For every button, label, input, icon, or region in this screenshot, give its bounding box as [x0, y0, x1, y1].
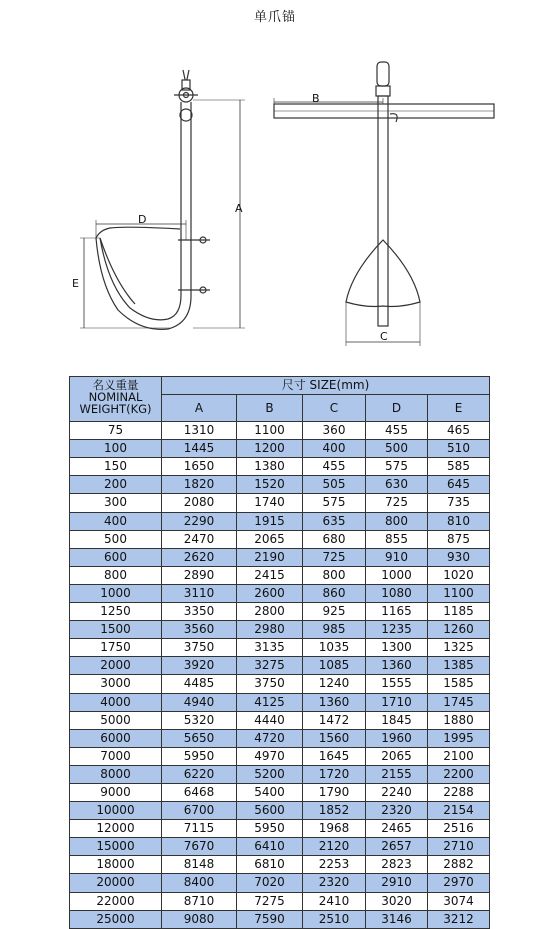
size-cell: 2516 [428, 820, 490, 838]
weight-cell: 9000 [70, 783, 162, 801]
table-row [70, 584, 490, 602]
size-cell: 2100 [428, 747, 490, 765]
size-cell: 930 [428, 548, 490, 566]
weight-header-en: NOMINAL WEIGHT(KG) [79, 390, 152, 416]
table-row [70, 422, 490, 440]
size-cell: 1520 [237, 476, 303, 494]
size-cell: 2620 [162, 548, 237, 566]
size-cell: 1915 [237, 512, 303, 530]
size-cell: 360 [303, 422, 366, 440]
weight-cell: 500 [70, 530, 162, 548]
table-row [70, 874, 490, 892]
size-cell: 7590 [237, 910, 303, 928]
weight-cell: 1250 [70, 603, 162, 621]
shank-outline-left [100, 102, 181, 320]
size-cell: 505 [303, 476, 366, 494]
size-cell: 510 [428, 440, 490, 458]
size-cell: 2470 [162, 530, 237, 548]
size-cell: 2465 [366, 820, 428, 838]
weight-cell: 1500 [70, 621, 162, 639]
anchor-drawing [0, 40, 550, 370]
weight-cell: 150 [70, 458, 162, 476]
size-cell: 800 [366, 512, 428, 530]
size-cell: 8710 [162, 892, 237, 910]
size-cell: 4440 [237, 711, 303, 729]
dim-label-c: C [380, 330, 388, 343]
weight-cell: 20000 [70, 874, 162, 892]
size-cell: 5320 [162, 711, 237, 729]
size-cell: 1380 [237, 458, 303, 476]
size-cell: 4485 [162, 675, 237, 693]
size-cell: 455 [366, 422, 428, 440]
size-cell: 1325 [428, 639, 490, 657]
size-cell: 2410 [303, 892, 366, 910]
size-cell: 5950 [162, 747, 237, 765]
weight-cell: 18000 [70, 856, 162, 874]
table-body [70, 422, 490, 929]
size-cell: 630 [366, 476, 428, 494]
size-cell: 2065 [237, 530, 303, 548]
weight-cell: 7000 [70, 747, 162, 765]
size-cell: 5400 [237, 783, 303, 801]
weight-cell: 15000 [70, 838, 162, 856]
weight-cell: 1750 [70, 639, 162, 657]
table-row [70, 765, 490, 783]
size-cell: 1852 [303, 802, 366, 820]
size-cell: 2080 [162, 494, 237, 512]
size-cell: 2415 [237, 566, 303, 584]
size-cell: 3350 [162, 603, 237, 621]
size-cell: 680 [303, 530, 366, 548]
size-cell: 4125 [237, 693, 303, 711]
fluke-top [96, 227, 180, 238]
size-cell: 2600 [237, 584, 303, 602]
table-row [70, 729, 490, 747]
size-cell: 4720 [237, 729, 303, 747]
size-cell: 910 [366, 548, 428, 566]
size-cell: 3275 [237, 657, 303, 675]
size-cell: 1445 [162, 440, 237, 458]
size-cell: 1085 [303, 657, 366, 675]
size-cell: 810 [428, 512, 490, 530]
size-cell: 1790 [303, 783, 366, 801]
table-row [70, 512, 490, 530]
weight-cell: 300 [70, 494, 162, 512]
size-cell: 5600 [237, 802, 303, 820]
size-cell: 1300 [366, 639, 428, 657]
size-cell: 2710 [428, 838, 490, 856]
weight-cell: 600 [70, 548, 162, 566]
table-row [70, 820, 490, 838]
size-cell: 1645 [303, 747, 366, 765]
size-cell: 6700 [162, 802, 237, 820]
size-cell: 1845 [366, 711, 428, 729]
column-header-d: D [366, 395, 428, 422]
size-cell: 1310 [162, 422, 237, 440]
table-row [70, 693, 490, 711]
table-row [70, 802, 490, 820]
size-cell: 725 [366, 494, 428, 512]
size-cell: 575 [303, 494, 366, 512]
table-row [70, 783, 490, 801]
size-cell: 3750 [162, 639, 237, 657]
size-cell: 3135 [237, 639, 303, 657]
size-cell: 2120 [303, 838, 366, 856]
table-row [70, 548, 490, 566]
column-header-a: A [162, 395, 237, 422]
weight-cell: 4000 [70, 693, 162, 711]
size-cell: 1745 [428, 693, 490, 711]
size-cell: 3110 [162, 584, 237, 602]
size-cell: 1472 [303, 711, 366, 729]
size-cell: 585 [428, 458, 490, 476]
size-cell: 1235 [366, 621, 428, 639]
size-cell: 1880 [428, 711, 490, 729]
size-cell: 1165 [366, 603, 428, 621]
size-cell: 2240 [366, 783, 428, 801]
size-cell: 1560 [303, 729, 366, 747]
size-cell: 465 [428, 422, 490, 440]
table-row [70, 711, 490, 729]
weight-cell: 12000 [70, 820, 162, 838]
size-cell: 2155 [366, 765, 428, 783]
weight-cell: 8000 [70, 765, 162, 783]
weight-header [70, 377, 162, 422]
table-row [70, 639, 490, 657]
size-cell: 2253 [303, 856, 366, 874]
size-cell: 1360 [303, 693, 366, 711]
size-cell: 3212 [428, 910, 490, 928]
size-cell: 2320 [366, 802, 428, 820]
size-cell: 2510 [303, 910, 366, 928]
weight-cell: 75 [70, 422, 162, 440]
weight-cell: 800 [70, 566, 162, 584]
size-cell: 400 [303, 440, 366, 458]
table-row [70, 440, 490, 458]
weight-header-cn: 名义重量 [92, 378, 139, 392]
size-cell: 2657 [366, 838, 428, 856]
page-title: 单爪锚 [253, 10, 296, 25]
table-row [70, 566, 490, 584]
size-cell: 3020 [366, 892, 428, 910]
size-cell: 6220 [162, 765, 237, 783]
table-row [70, 838, 490, 856]
size-cell: 2800 [237, 603, 303, 621]
size-cell: 1240 [303, 675, 366, 693]
size-cell: 3920 [162, 657, 237, 675]
size-cell: 1650 [162, 458, 237, 476]
table-row [70, 675, 490, 693]
size-cell: 7275 [237, 892, 303, 910]
size-cell: 1820 [162, 476, 237, 494]
size-cell: 4940 [162, 693, 237, 711]
size-cell: 3074 [428, 892, 490, 910]
size-cell: 2290 [162, 512, 237, 530]
size-cell: 1185 [428, 603, 490, 621]
size-cell: 1740 [237, 494, 303, 512]
size-cell: 800 [303, 566, 366, 584]
front-shank [378, 96, 388, 326]
table-row [70, 621, 490, 639]
front-ring [377, 62, 389, 86]
fluke-inner [100, 238, 135, 304]
size-cell: 2910 [366, 874, 428, 892]
weight-cell: 3000 [70, 675, 162, 693]
size-cell: 635 [303, 512, 366, 530]
table-row [70, 603, 490, 621]
size-cell: 2065 [366, 747, 428, 765]
size-cell: 855 [366, 530, 428, 548]
table-row [70, 657, 490, 675]
size-cell: 575 [366, 458, 428, 476]
dim-label-d: D [138, 213, 147, 226]
size-cell: 2970 [428, 874, 490, 892]
column-header-c: C [303, 395, 366, 422]
size-cell: 8148 [162, 856, 237, 874]
spec-table [69, 376, 490, 929]
anchor-drawing-svg [0, 40, 550, 370]
size-cell: 1020 [428, 566, 490, 584]
front-fluke [346, 240, 420, 307]
size-cell: 2320 [303, 874, 366, 892]
weight-cell: 10000 [70, 802, 162, 820]
size-cell: 6468 [162, 783, 237, 801]
size-cell: 735 [428, 494, 490, 512]
size-cell: 2154 [428, 802, 490, 820]
size-cell: 3146 [366, 910, 428, 928]
size-cell: 2890 [162, 566, 237, 584]
size-cell: 1260 [428, 621, 490, 639]
size-cell: 5650 [162, 729, 237, 747]
size-cell: 2882 [428, 856, 490, 874]
size-cell: 3560 [162, 621, 237, 639]
table-row [70, 747, 490, 765]
size-cell: 9080 [162, 910, 237, 928]
size-cell: 2288 [428, 783, 490, 801]
table-row [70, 892, 490, 910]
dim-label-e: E [72, 277, 79, 290]
size-cell: 7670 [162, 838, 237, 856]
size-cell: 925 [303, 603, 366, 621]
size-cell: 1200 [237, 440, 303, 458]
size-cell: 875 [428, 530, 490, 548]
table-row [70, 458, 490, 476]
size-cell: 500 [366, 440, 428, 458]
size-cell: 4970 [237, 747, 303, 765]
weight-cell: 6000 [70, 729, 162, 747]
column-header-b: B [237, 395, 303, 422]
size-cell: 1960 [366, 729, 428, 747]
size-cell: 7020 [237, 874, 303, 892]
size-cell: 1035 [303, 639, 366, 657]
weight-cell: 200 [70, 476, 162, 494]
size-cell: 1385 [428, 657, 490, 675]
weight-cell: 22000 [70, 892, 162, 910]
weight-cell: 5000 [70, 711, 162, 729]
dim-label-a: A [235, 202, 243, 215]
size-cell: 455 [303, 458, 366, 476]
size-cell: 6410 [237, 838, 303, 856]
dim-label-b: B [312, 92, 320, 105]
size-cell: 2200 [428, 765, 490, 783]
weight-cell: 100 [70, 440, 162, 458]
size-cell: 645 [428, 476, 490, 494]
size-cell: 1000 [366, 566, 428, 584]
size-cell: 725 [303, 548, 366, 566]
size-header: 尺寸 SIZE(mm) [162, 377, 490, 395]
size-cell: 1720 [303, 765, 366, 783]
weight-cell: 25000 [70, 910, 162, 928]
size-cell: 5950 [237, 820, 303, 838]
size-cell: 1555 [366, 675, 428, 693]
size-cell: 2823 [366, 856, 428, 874]
size-cell: 1080 [366, 584, 428, 602]
weight-cell: 1000 [70, 584, 162, 602]
front-collar [376, 86, 390, 96]
column-header-e: E [428, 395, 490, 422]
size-cell: 1100 [428, 584, 490, 602]
size-cell: 1585 [428, 675, 490, 693]
size-cell: 985 [303, 621, 366, 639]
size-cell: 1100 [237, 422, 303, 440]
table-row [70, 494, 490, 512]
size-cell: 2980 [237, 621, 303, 639]
size-cell: 8400 [162, 874, 237, 892]
table-row [70, 476, 490, 494]
table-row [70, 910, 490, 928]
size-cell: 2190 [237, 548, 303, 566]
table-row [70, 856, 490, 874]
size-cell: 5200 [237, 765, 303, 783]
size-cell: 7115 [162, 820, 237, 838]
size-cell: 3750 [237, 675, 303, 693]
size-cell: 6810 [237, 856, 303, 874]
size-cell: 860 [303, 584, 366, 602]
table-header-row [70, 377, 490, 395]
size-cell: 1710 [366, 693, 428, 711]
size-cell: 1995 [428, 729, 490, 747]
size-cell: 1360 [366, 657, 428, 675]
table-row [70, 530, 490, 548]
shank-eye [180, 109, 192, 121]
size-cell: 1968 [303, 820, 366, 838]
weight-cell: 400 [70, 512, 162, 530]
weight-cell: 2000 [70, 657, 162, 675]
